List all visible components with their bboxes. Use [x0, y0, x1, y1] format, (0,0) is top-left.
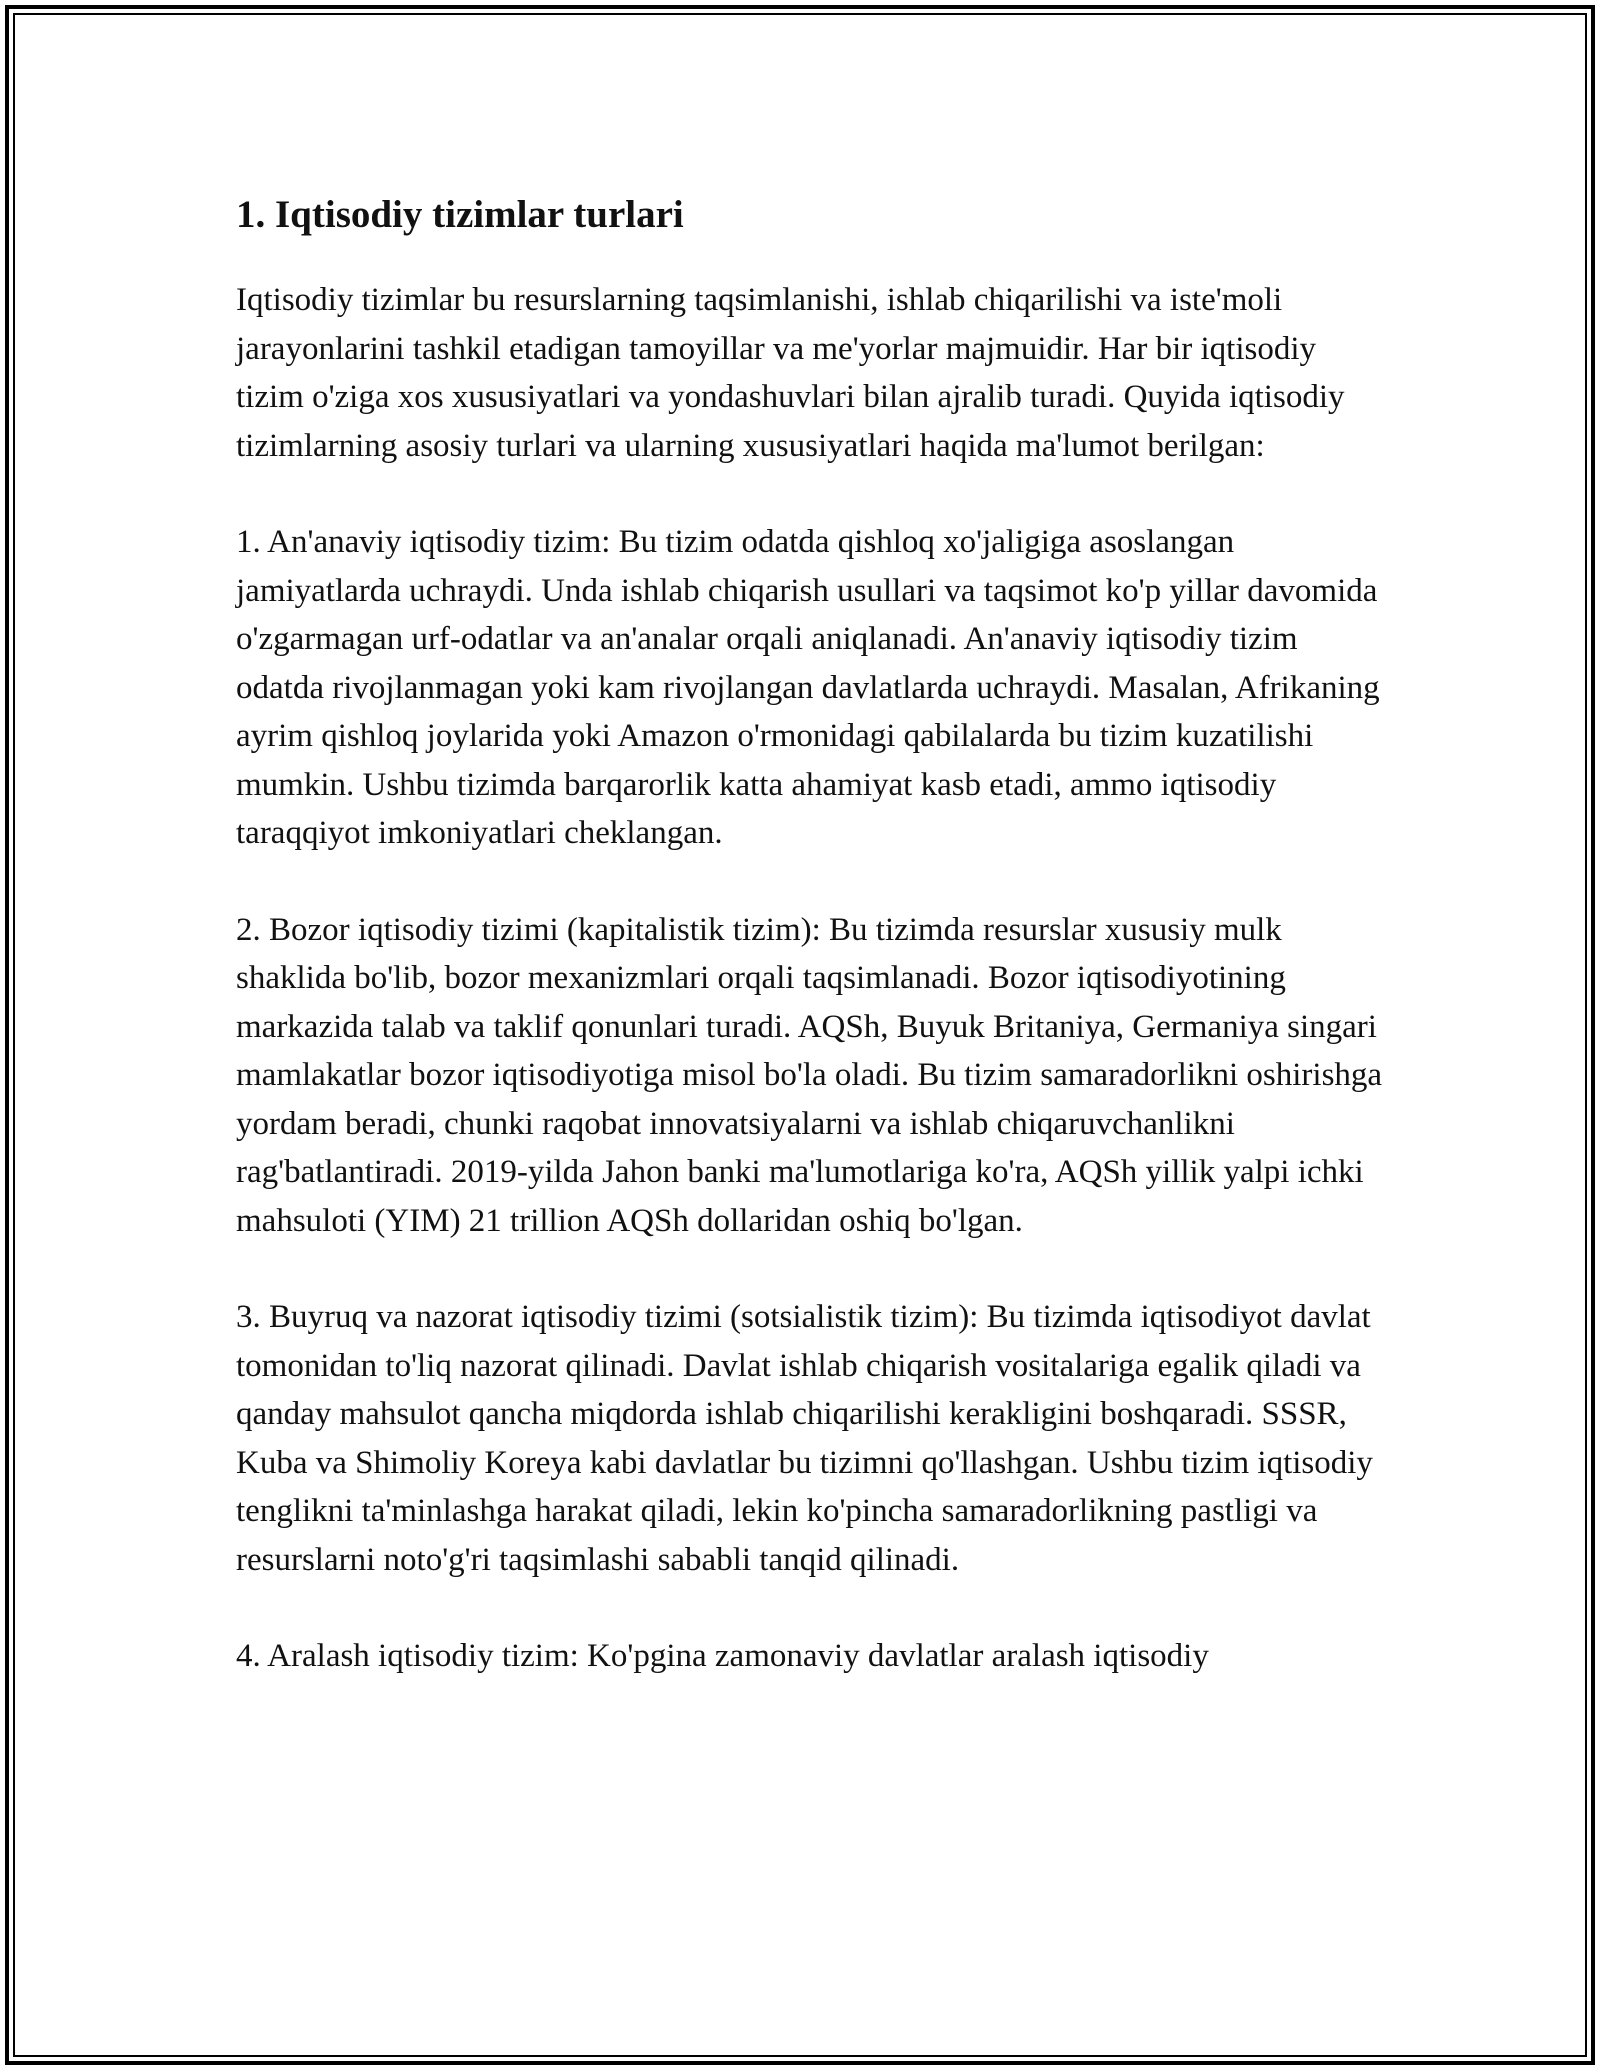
section-heading: 1. Iqtisodiy tizimlar turlari	[236, 193, 684, 236]
paragraph-mixed-economy: 4. Aralash iqtisodiy tizim: Ko'pgina zamonaviy davlatlar aralash iqtisodiy	[236, 1638, 1209, 1674]
paragraph-market-economy: 2. Bozor iqtisodiy tizimi (kapitalistik tizim): Bu tizimda resurslar xususiy mulk shaklida bo'lib, bozor mexanizmlari orqali taqsimlanadi. Bozor iqtisodiyotining markazida talab va taklif qonunlari turadi. AQSh, Buyuk Britaniya, Germaniya singari mamlakatlar bozor iqtisodiyotiga misol bo'la oladi. Bu tizim samaradorlikni oshirishga yordam beradi, chunki raqobat innovatsiyalarni va ishlab chiqaruvchanlikni rag'batlantiradi. 2019-yilda Jahon banki ma'lumotlariga ko'ra, AQSh yillik yalpi ichki mahsuloti (YIM) 21 trillion AQSh dollaridan oshiq bo'lgan.	[236, 911, 1383, 1239]
paragraph-command-economy: 3. Buyruq va nazorat iqtisodiy tizimi (sotsialistik tizim): Bu tizimda iqtisodiyot davlat tomonidan to'liq nazorat qilinadi. Davlat ishlab chiqarish vositalariga egalik qiladi va qanday mahsulot qancha miqdorda ishlab chiqarilishi kerakligini boshqaradi. SSSR, Kuba va Shimoliy Koreya kabi davlatlar bu tizimni qo'llashgan. Ushbu tizim iqtisodiy tenglikni ta'minlashga harakat qiladi, lekin ko'pincha samaradorlikning pastligi va resurslarni noto'g'ri taqsimlashi sababli tanqid qilinadi.	[236, 1299, 1373, 1578]
document-body	[236, 188, 1386, 1729]
intro-paragraph: Iqtisodiy tizimlar bu resurslarning taqsimlanishi, ishlab chiqarilishi va iste'moli jarayonlarini tashkil etadigan tamoyillar va me'yorlar majmuidir. Har bir iqtisodiy tizim o'ziga xos xususiyatlari va yondashuvlari bilan ajralib turadi. Quyida iqtisodiy tizimlarning asosiy turlari va ularning xususiyatlari haqida ma'lumot berilgan:	[236, 282, 1345, 464]
paragraph-traditional-economy: 1. An'anaviy iqtisodiy tizim: Bu tizim odatda qishloq xo'jaligiga asoslangan jamiyatlarda uchraydi. Unda ishlab chiqarish usullari va taqsimot ko'p yillar davomida o'zgarmagan urf-odatlar va an'analar orqali aniqlanadi. An'anaviy iqtisodiy tizim odatda rivojlanmagan yoki kam rivojlangan davlatlarda uchraydi. Masalan, Afrikaning ayrim qishloq joylarida yoki Amazon o'rmonidagi qabilalarda bu tizim kuzatilishi mumkin. Ushbu tizimda barqarorlik katta ahamiyat kasb etadi, ammo iqtisodiy taraqqiyot imkoniyatlari cheklangan.	[236, 524, 1380, 851]
